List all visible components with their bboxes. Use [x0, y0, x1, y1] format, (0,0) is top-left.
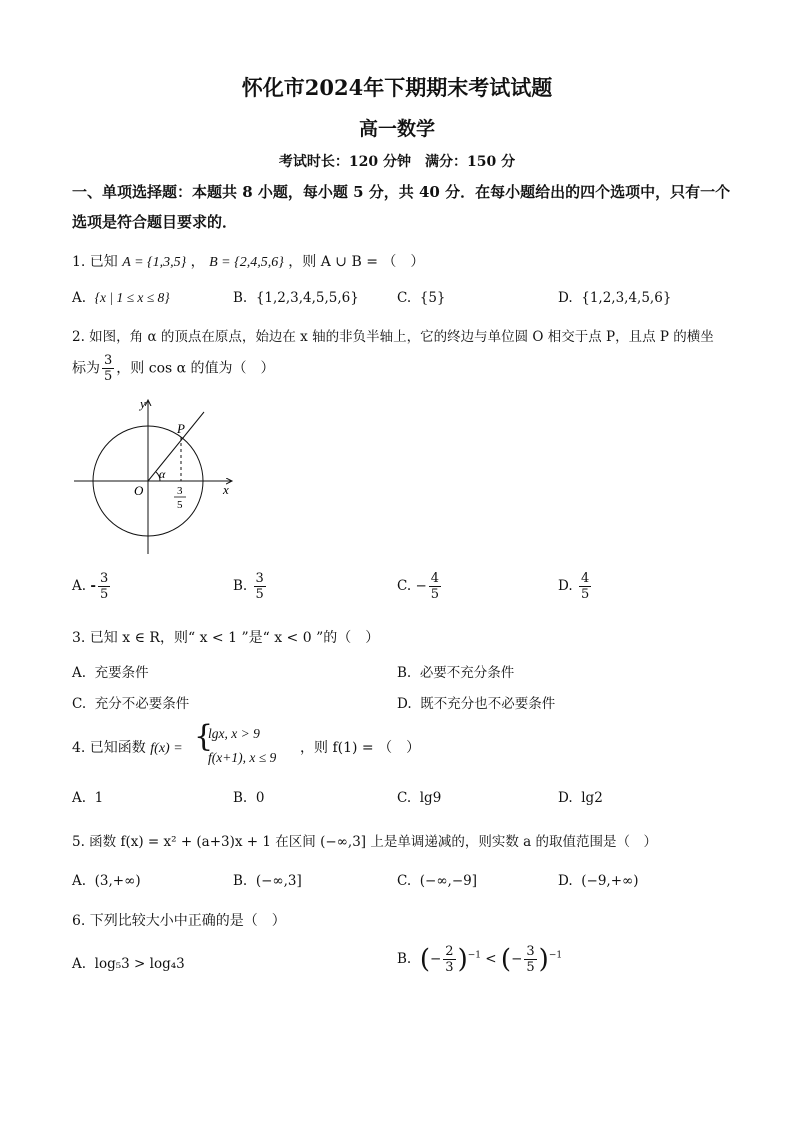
q5-option-c[interactable]: [397, 873, 477, 889]
q4-option-c[interactable]: [397, 790, 441, 806]
option-letter: A.: [72, 665, 87, 681]
q4-suffix: ，则 f(1) = （ ）: [300, 740, 421, 756]
option-sign: −: [415, 578, 427, 594]
fraction-denominator: 5: [99, 587, 109, 602]
fraction-denominator: 5: [104, 369, 113, 384]
option-sign: -: [90, 578, 96, 594]
q1-option-c[interactable]: [397, 290, 446, 306]
option-text: {1,2,3,4,5,5,6}: [255, 290, 359, 306]
tick-denominator: 5: [177, 499, 183, 511]
question-4-prefix: [72, 738, 183, 759]
option-text: 充要条件: [94, 665, 149, 681]
fraction-denominator: 5: [430, 587, 440, 602]
option-text: (−9,+∞): [581, 873, 639, 889]
q4-case-2: f(x+1), x ≤ 9: [208, 750, 277, 765]
option-letter: C.: [397, 578, 412, 594]
fraction-numerator: 4: [430, 571, 440, 586]
q3-option-a[interactable]: [72, 661, 149, 681]
option-letter: B.: [233, 290, 248, 306]
q3-option-b[interactable]: [397, 661, 514, 681]
question-2-line-1: 2. 如图，角 α 的顶点在原点，始边在 x 轴的非负半轴上，它的终边与单位圆 O 相交于点 P，且点 P 的横坐: [72, 329, 714, 345]
q2-line2-post: ，则 cos α 的值为（ ）: [116, 360, 275, 377]
question-5: 5. 函数 f(x) = x² + (a+3)x + 1 在区间 (−∞,3] 上是单调递减的，则实数 a 的取值范围是（ ）: [72, 834, 657, 850]
option-text: 0: [255, 790, 265, 806]
q1-set-a: A = {1,3,5}: [122, 255, 187, 270]
q4-prefix-text: 4. 已知函数: [72, 740, 146, 756]
section-heading: 一、单项选择题：本题共 8 小题，每小题 5 分，共 40 分．在每小题给出的四个选项中，只有一个选项是符合题目要求的．: [72, 183, 731, 231]
q1-option-b[interactable]: [233, 290, 359, 306]
option-letter: A.: [72, 956, 87, 972]
option-text: log₅3 > log₄3: [94, 956, 185, 972]
q2-option-c[interactable]: [397, 572, 443, 601]
exponent: −1: [548, 950, 563, 961]
fraction-denominator: 5: [526, 960, 535, 975]
fraction-numerator: 2: [445, 944, 454, 959]
q4-function-name: f(x) =: [150, 741, 183, 756]
label-o: O: [134, 483, 144, 498]
option-letter: D.: [558, 790, 573, 806]
option-letter: D.: [558, 873, 573, 889]
right-paren-icon: ): [538, 944, 549, 975]
option-text: (−∞,−9]: [419, 873, 478, 889]
option-letter: D.: [558, 290, 573, 306]
minus-sign: −: [429, 951, 442, 967]
fraction-denominator: 5: [255, 587, 264, 602]
q2-fraction: [102, 354, 114, 383]
option-fraction-lhs: [443, 945, 455, 974]
label-p: P: [177, 421, 185, 436]
option-letter: B.: [233, 578, 248, 594]
q6-option-a[interactable]: [72, 956, 185, 972]
option-text: {x | 1 ≤ x ≤ 8}: [94, 290, 170, 305]
option-text: {5}: [419, 290, 446, 306]
q5-option-a[interactable]: [72, 873, 141, 889]
option-text: (−∞,3]: [255, 873, 302, 889]
option-letter: C.: [397, 873, 412, 889]
option-letter: B.: [397, 951, 412, 967]
q4-case-1: lgx, x > 9: [208, 726, 260, 741]
comparison-operator: <: [485, 951, 497, 967]
tick-numerator: 3: [177, 485, 183, 497]
option-fraction: [98, 572, 110, 601]
q1-option-a[interactable]: [72, 290, 170, 306]
option-fraction: [579, 572, 591, 601]
option-letter: C.: [397, 790, 412, 806]
option-text: lg2: [581, 790, 603, 806]
q6-option-b[interactable]: [397, 945, 562, 974]
label-alpha: α: [159, 467, 166, 481]
q3-option-c[interactable]: [72, 692, 189, 712]
fraction-numerator: 3: [99, 571, 109, 586]
question-1: [72, 252, 424, 273]
fraction-numerator: 4: [580, 571, 590, 586]
minus-sign: −: [511, 951, 523, 967]
q2-option-b[interactable]: [233, 572, 268, 601]
q1-option-d[interactable]: [558, 290, 671, 306]
q5-option-b[interactable]: [233, 873, 302, 889]
terminal-side: [148, 412, 204, 481]
q1-separator: ，: [190, 254, 205, 270]
unit-circle-figure: [70, 394, 240, 559]
option-text: 既不充分也不必要条件: [420, 696, 556, 712]
option-text: 1: [94, 790, 104, 806]
fraction-denominator: 3: [445, 960, 454, 975]
q1-prefix: 1. 已知: [72, 254, 118, 270]
option-letter: A.: [72, 578, 87, 594]
question-3: 3. 已知 x ∈ R，则“ x < 1 ”是“ x < 0 ”的（ ）: [72, 630, 380, 646]
option-text: 充分不必要条件: [94, 696, 190, 712]
q2-line2-pre: 标为: [72, 360, 100, 377]
q4-option-d[interactable]: [558, 790, 603, 806]
option-fraction: [429, 572, 441, 601]
q4-option-a[interactable]: [72, 790, 103, 806]
option-letter: B.: [397, 665, 412, 681]
exam-title: 怀化市2024年下期期末考试试题: [241, 75, 553, 100]
option-letter: A.: [72, 873, 87, 889]
fraction-denominator: 5: [580, 587, 590, 602]
fraction-numerator: 3: [255, 571, 264, 586]
fraction-numerator: 3: [104, 353, 113, 368]
option-letter: D.: [558, 578, 573, 594]
label-y: y: [140, 396, 146, 411]
option-text: 必要不充分条件: [419, 665, 515, 681]
q3-option-d[interactable]: [397, 692, 555, 712]
option-text: {1,2,3,4,5,6}: [581, 290, 672, 306]
fraction-numerator: 3: [526, 944, 535, 959]
exam-info: 考试时长：120 分钟 满分：150 分: [278, 154, 516, 170]
exponent: −1: [467, 950, 481, 961]
option-letter: C.: [72, 696, 87, 712]
right-paren-icon: ): [457, 944, 468, 975]
option-letter: D.: [397, 696, 412, 712]
option-fraction: [254, 572, 266, 601]
left-paren-icon: (: [419, 944, 430, 975]
option-letter: A.: [72, 790, 87, 806]
q2-option-d[interactable]: [558, 572, 593, 601]
left-paren-icon: (: [500, 944, 512, 975]
q4-option-b[interactable]: [233, 790, 264, 806]
option-text: (3,+∞): [94, 873, 141, 889]
question-6: 6. 下列比较大小中正确的是（ ）: [72, 913, 286, 929]
label-x: x: [223, 482, 229, 497]
q2-option-a[interactable]: [72, 572, 112, 601]
left-brace-icon: {: [194, 719, 214, 754]
option-letter: B.: [233, 790, 248, 806]
option-text: lg9: [419, 790, 442, 806]
option-letter: B.: [233, 873, 248, 889]
option-fraction-rhs: [524, 945, 536, 974]
q1-set-b: B = {2,4,5,6}: [209, 255, 284, 270]
option-letter: A.: [72, 290, 87, 306]
exam-subject: 高一数学: [358, 118, 435, 140]
question-2-line-2: [72, 354, 275, 383]
q1-suffix: ，则 A ∪ B = （ ）: [288, 254, 425, 270]
option-letter: C.: [397, 290, 412, 306]
q5-option-d[interactable]: [558, 873, 639, 889]
